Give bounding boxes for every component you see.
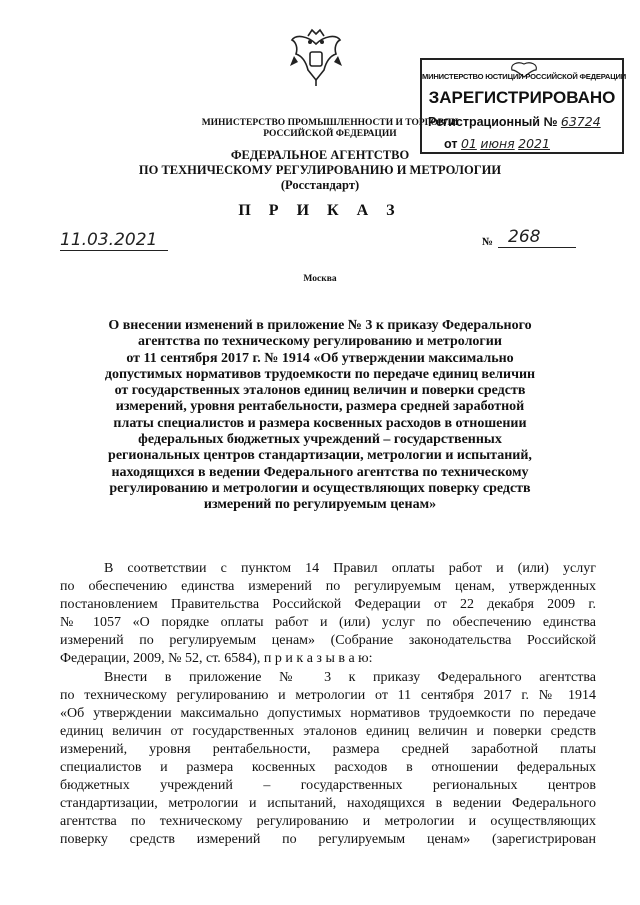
title-line: измерений, уровня рентабельности, размера средней заработной bbox=[115, 399, 525, 415]
title-line: регулированию и метрологии и осуществляющих поверку средств bbox=[109, 480, 531, 496]
body-line: по техническому регулированию и метрологии от 11 сентября 2017 г. № 1914 bbox=[60, 687, 596, 703]
ministry-name: МИНИСТЕРСТВО ПРОМЫШЛЕННОСТИ И ТОРГОВЛИ РОССИЙСКОЙ ФЕДЕРАЦИИ bbox=[201, 118, 459, 139]
body-line: единиц величин от государственных эталонов единиц величин и поверки средств bbox=[60, 723, 596, 739]
stamp-reg-number-line bbox=[428, 114, 601, 129]
stamp-ministry: МИНИСТЕРСТВО ЮСТИЦИИ РОССИЙСКОЙ ФЕДЕРАЦИИ bbox=[422, 72, 627, 81]
body-line: по обеспечению единства измерений по регулируемым ценам, утвержденных bbox=[60, 579, 596, 595]
stamp-date-year: 2021 bbox=[518, 136, 550, 151]
title-line: от государственных эталонов единиц величин и поверки средств bbox=[114, 383, 526, 399]
city: Москва bbox=[303, 274, 337, 284]
body-line: измерений, уровня рентабельности, размера средней заработной платы bbox=[60, 741, 596, 757]
title-line: агентства по техническому регулированию и метрологии bbox=[138, 334, 502, 350]
coat-of-arms-icon bbox=[288, 26, 344, 88]
body-line: № 1057 «О порядке оплаты работ и (или) услуг по обеспечению единства bbox=[60, 615, 596, 631]
title-line: допустимых нормативов трудоемкости по передаче единиц величин bbox=[104, 366, 536, 382]
registration-stamp bbox=[420, 58, 627, 154]
body-line: стандартизации, метрологии и испытаний, находящихся в ведении Федерального bbox=[60, 796, 596, 812]
date-underline bbox=[60, 250, 168, 251]
body-line: поверку средств измерений по регулируемым ценам» (зарегистрирован bbox=[60, 832, 596, 848]
stamp-date-prefix: от bbox=[444, 137, 458, 151]
body-line: Внести в приложение № 3 к приказу Федерального агентства bbox=[104, 669, 596, 685]
title-line: О внесении изменений в приложение № 3 к приказу Федерального bbox=[108, 318, 532, 333]
order-number: 268 bbox=[508, 227, 541, 247]
title-line: региональных центров стандартизации, метрологии и испытаний, bbox=[108, 448, 532, 464]
stamp-date-month: июня bbox=[480, 136, 515, 151]
number-underline bbox=[498, 247, 576, 248]
stamp-date-day: 01 bbox=[460, 136, 477, 151]
order-date: 11.03.2021 bbox=[60, 230, 158, 250]
body-line: измерений по регулируемым ценам» (Собрание законодательства Российской bbox=[60, 633, 596, 649]
stamp-registered: ЗАРЕГИСТРИРОВАНО bbox=[428, 88, 616, 107]
title-line: федеральных бюджетных учреждений – государственных bbox=[138, 432, 502, 448]
body-line: Федерации, 2009, № 52, ст. 6584), п р и к а з ы в а ю: bbox=[60, 651, 373, 667]
title-line: от 11 сентября 2017 г. № 1914 «Об утверждении максимально bbox=[126, 350, 514, 366]
stamp-date-line bbox=[444, 136, 550, 151]
body-line: постановлением Правительства Российской Федерации от 22 декабря 2009 г. bbox=[60, 597, 596, 613]
title-line: измерений по регулируемым ценам» bbox=[203, 497, 437, 513]
order-number-label: № bbox=[482, 236, 494, 248]
title-line: платы специалистов и размера косвенных расходов в отношении bbox=[113, 415, 527, 431]
stamp-reg-label: Регистрационный № bbox=[428, 115, 558, 129]
body-line: «Об утверждении максимально допустимых нормативов трудоемкости по передаче bbox=[60, 705, 596, 721]
document-type: П Р И К А З bbox=[238, 202, 402, 219]
order-title bbox=[80, 318, 560, 514]
body-line: В соответствии с пунктом 14 Правил оплаты работ и (или) услуг bbox=[104, 561, 596, 576]
body-line: бюджетных учреждений – государственных региональных центров bbox=[60, 778, 596, 794]
order-body bbox=[60, 560, 596, 850]
body-line: специалистов и размера косвенных расходов в отношении федеральных bbox=[60, 760, 596, 776]
title-line: находящихся в ведении Федерального агентства по техническому bbox=[111, 464, 529, 480]
body-line: агентства по техническому регулированию и метрологии и осуществляющих bbox=[60, 814, 596, 830]
stamp-reg-number: 63724 bbox=[560, 114, 601, 129]
agency-name: ФЕДЕРАЛЬНОЕ АГЕНТСТВО ПО ТЕХНИЧЕСКОМУ РЕГУЛИРОВАНИЮ И МЕТРОЛОГИИ (Росстандарт) bbox=[138, 148, 502, 192]
